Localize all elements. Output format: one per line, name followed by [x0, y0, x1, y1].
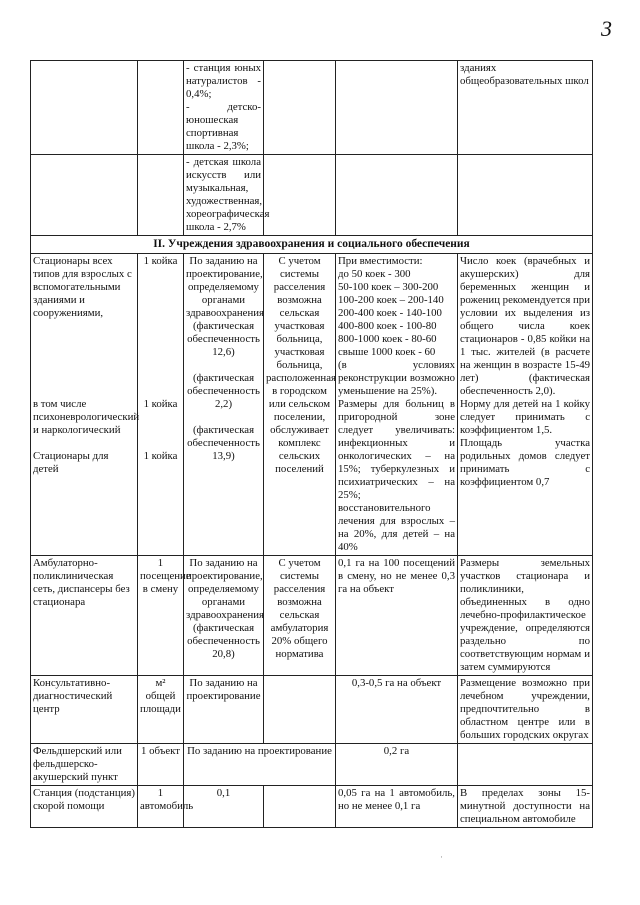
table-row: [31, 786, 593, 828]
consult-area: 0,3-0,5 га на объект: [336, 676, 458, 744]
cell-extracurricular-b: - детская школа искусств или музыкальная, художественная, хореографическая школа - 2,7%: [184, 155, 264, 236]
ambulance-unit: 1 автомобиль: [138, 786, 184, 828]
table-row: [31, 61, 593, 155]
consult-unit: м² общей площади: [138, 676, 184, 744]
table-row: [31, 676, 593, 744]
table-row: [31, 556, 593, 676]
consult-name: Консультативно-диагностический центр: [31, 676, 138, 744]
feldsher-unit: 1 объект: [138, 744, 184, 786]
feldsher-area: 0,2 га: [336, 744, 458, 786]
table-row: [31, 744, 593, 786]
outpatient-area: 0,1 га на 100 посещений в смену, но не менее 0,3 га на объект: [336, 556, 458, 676]
hospital-name-psych: в том числе психоневрологический и наркологический: [33, 398, 140, 436]
hospital-capacity: При вместимости: до 50 коек - 300 50-100 коек – 300-200 100-200 коек – 200-140 200-400 коек - 140-100 400-800 коек - 100-80 800-1000 коек - 80-60 свыше 1000 коек - 60 (в условиях реконструкции возможно уменьшение на 25%). Размеры для больниц в пригородной зоне следует увеличивать: инфекционных и онкологических – на 15%; туберкулезных и психиатрических – на 25%; восстановительного лечения для взрослых – на 20%, для детей – на 40%: [336, 254, 458, 556]
table-row: [31, 155, 593, 236]
hospital-note: Число коек (врачебных и акушерских) для беременных женщин и рожениц рекомендуется при условии их выделения из общего числа коек стационаров - 0,85 койки на 1 тыс. жителей (в расчете на женщин в возрасте 15-49 лет) (фактическая обеспеченность 2,0). Норму для детей на 1 койку следует принимать с коэффициентом 1,5. Площадь участка родильных домов следует принимать с коэффициентом 0,7: [458, 254, 593, 556]
hospital-name-children: Стационары для детей: [33, 450, 109, 475]
consult-norm: По заданию на проектирование: [184, 676, 264, 744]
outpatient-unit: 1 посещение в смену: [138, 556, 184, 676]
table-row: [31, 254, 593, 556]
page-number: 3: [601, 16, 612, 41]
feldsher-norm: По заданию на проектирование: [184, 744, 336, 786]
ambulance-note: В пределах зоны 15-минутной доступности на специальном автомобиле: [458, 786, 593, 828]
cell-extracurricular-note: зданиях общеобразовательных школ: [458, 61, 593, 155]
ambulance-norm: 0,1: [184, 786, 264, 828]
ambulance-area: 0,05 га на 1 автомобиль, но не менее 0,1 га: [336, 786, 458, 828]
outpatient-norm: По заданию на проектирование, определяемому органами здравоохранения (фактическая обеспеченность 20,8): [184, 556, 264, 676]
consult-note: Размещение возможно при лечебном учреждении, предпочтительно в областном центре или в больших городских округах: [458, 676, 593, 744]
outpatient-rural: С учетом системы расселения возможна сельская амбулатория 20% общего норматива: [264, 556, 336, 676]
feldsher-name: Фельдшерский или фельдшерско-акушерский пункт: [31, 744, 138, 786]
cell-extracurricular-a: - станция юных натуралистов - 0,4%; - детско-юношеская спортивная школа - 2,3%;: [184, 61, 264, 155]
ambulance-name: Станция (подстанция) скорой помощи: [31, 786, 138, 828]
hospital-units: 1 койка 1 койка 1 койка: [138, 254, 184, 556]
hospital-norms: По заданию на проектирование, определяемому органами здравоохранения (фактическая обеспеченность 12,6) (фактическая обеспеченность 2,2) (фактическая обеспеченность 13,9): [184, 254, 264, 556]
section-title: II. Учреждения здравоохранения и социального обеспечения: [31, 236, 593, 254]
hospital-rural: С учетом системы расселения возможна сельская участковая больница, участковая больница, расположенная в городском или сельском поселении, обслуживает комплекс сельских поселений: [264, 254, 336, 556]
section-header-row: [31, 236, 593, 254]
outpatient-name: Амбулаторно-поликлиническая сеть, диспансеры без стационара: [31, 556, 138, 676]
outpatient-note: Размеры земельных участков стационара и поликлиники, объединенных в одно лечебно-профилактическое учреждение, определяются раздельно по соответствующим нормам и затем суммируются: [458, 556, 593, 676]
hospital-name-general: Стационары всех типов для взрослых с вспомогательными зданиями и сооружениями,: [33, 255, 132, 319]
hospital-names: [31, 254, 138, 556]
scan-mark: ·: [440, 852, 443, 862]
norms-table: [30, 60, 593, 828]
